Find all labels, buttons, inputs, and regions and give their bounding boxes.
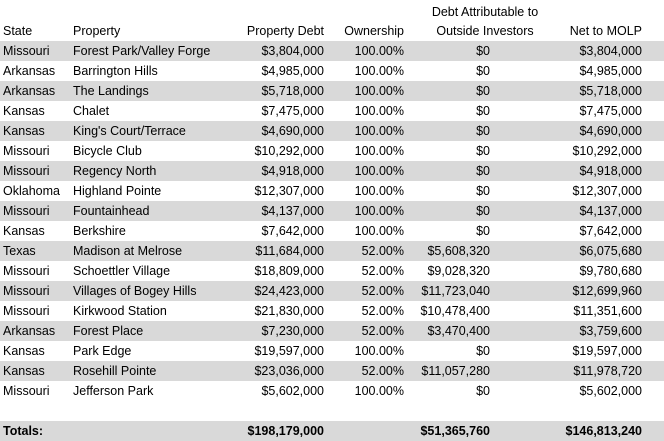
cell-debt-attributable: $0: [476, 204, 490, 218]
cell-property: Rosehill Pointe: [73, 364, 157, 378]
cell-property-debt: $4,918,000: [261, 164, 324, 178]
cell-property-debt: $10,292,000: [254, 144, 324, 158]
cell-net-to-molp: $4,918,000: [579, 164, 642, 178]
header-property: Property: [73, 24, 121, 38]
cell-property-debt: $4,985,000: [261, 64, 324, 78]
cell-state: Kansas: [3, 224, 45, 238]
cell-debt-attributable: $0: [476, 164, 490, 178]
cell-net-to-molp: $11,978,720: [573, 364, 642, 378]
cell-net-to-molp: $7,642,000: [579, 224, 642, 238]
cell-ownership: 100.00%: [354, 164, 404, 178]
table-row: [0, 241, 664, 261]
table-row: [0, 41, 664, 61]
cell-property-debt: $5,602,000: [261, 384, 324, 398]
cell-debt-attributable: $0: [476, 44, 490, 58]
cell-property-debt: $18,809,000: [254, 264, 324, 278]
cell-property: Forest Park/Valley Forge: [73, 44, 211, 58]
cell-state: Oklahoma: [3, 184, 60, 198]
cell-property: Berkshire: [73, 224, 126, 238]
cell-net-to-molp: $5,602,000: [579, 384, 642, 398]
cell-ownership: 100.00%: [354, 344, 404, 358]
cell-state: Kansas: [3, 124, 45, 138]
table-row: [0, 201, 664, 221]
cell-ownership: 100.00%: [354, 384, 404, 398]
cell-property: Kirkwood Station: [73, 304, 167, 318]
cell-property-debt: $19,597,000: [254, 344, 324, 358]
cell-state: Missouri: [3, 164, 50, 178]
table-row: [0, 321, 664, 341]
cell-state: Kansas: [3, 364, 45, 378]
cell-ownership: 52.00%: [361, 244, 404, 258]
cell-net-to-molp: $12,699,960: [572, 284, 642, 298]
table-row: [0, 381, 664, 401]
cell-net-to-molp: $10,292,000: [572, 144, 642, 158]
cell-net-to-molp: $4,690,000: [579, 124, 642, 138]
cell-state: Missouri: [3, 384, 50, 398]
cell-state: Arkansas: [3, 324, 56, 338]
cell-property-debt: $23,036,000: [254, 364, 324, 378]
totals-attr: $51,365,760: [420, 424, 490, 438]
cell-property: The Landings: [73, 84, 149, 98]
cell-net-to-molp: $3,804,000: [579, 44, 642, 58]
cell-property-debt: $7,642,000: [261, 224, 324, 238]
cell-net-to-molp: $9,780,680: [579, 264, 642, 278]
cell-ownership: 52.00%: [361, 304, 404, 318]
cell-property-debt: $21,830,000: [254, 304, 324, 318]
table-row: [0, 301, 664, 321]
cell-ownership: 100.00%: [354, 104, 404, 118]
totals-row: [0, 421, 664, 441]
cell-ownership: 100.00%: [354, 144, 404, 158]
cell-net-to-molp: $6,075,680: [579, 244, 642, 258]
cell-ownership: 100.00%: [354, 224, 404, 238]
cell-debt-attributable: $0: [476, 184, 490, 198]
cell-debt-attributable: $0: [476, 64, 490, 78]
cell-net-to-molp: $3,759,600: [579, 324, 642, 338]
cell-debt-attributable: $0: [476, 224, 490, 238]
cell-state: Kansas: [3, 344, 45, 358]
cell-property: Forest Place: [73, 324, 144, 338]
header-row: [0, 21, 664, 41]
cell-ownership: 52.00%: [361, 284, 404, 298]
cell-property: Madison at Melrose: [73, 244, 183, 258]
cell-net-to-molp: $19,597,000: [572, 344, 642, 358]
cell-debt-attributable: $9,028,320: [427, 264, 490, 278]
cell-net-to-molp: $4,137,000: [579, 204, 642, 218]
cell-debt-attributable: $10,478,400: [420, 304, 490, 318]
cell-net-to-molp: $12,307,000: [572, 184, 642, 198]
header-property-debt: Property Debt: [246, 24, 324, 38]
cell-property: Highland Pointe: [73, 184, 162, 198]
cell-property: Regency North: [73, 164, 157, 178]
cell-state: Missouri: [3, 284, 50, 298]
cell-state: Arkansas: [3, 64, 56, 78]
cell-state: Missouri: [3, 264, 50, 278]
table-row: [0, 61, 664, 81]
cell-debt-attributable: $0: [476, 144, 490, 158]
totals-property-debt: $198,179,000: [247, 424, 324, 438]
cell-net-to-molp: $4,985,000: [579, 64, 642, 78]
cell-debt-attributable: $0: [476, 84, 490, 98]
totals-label: Totals:: [3, 424, 44, 438]
cell-property-debt: $4,137,000: [261, 204, 324, 218]
cell-state: Kansas: [3, 104, 45, 118]
table-row: [0, 361, 664, 381]
cell-property-debt: $12,307,000: [254, 184, 324, 198]
cell-state: Missouri: [3, 144, 50, 158]
cell-ownership: 100.00%: [354, 124, 404, 138]
cell-net-to-molp: $7,475,000: [579, 104, 642, 118]
table-row: [0, 261, 664, 281]
cell-property: Fountainhead: [73, 204, 150, 218]
cell-property: Jefferson Park: [73, 384, 154, 398]
cell-state: Texas: [3, 244, 36, 258]
cell-property-debt: $7,230,000: [261, 324, 324, 338]
cell-debt-attributable: $0: [476, 384, 490, 398]
cell-property: Chalet: [73, 104, 110, 118]
blank-row: [0, 401, 664, 421]
cell-debt-attributable: $11,057,280: [421, 364, 490, 378]
cell-property: Bicycle Club: [73, 144, 142, 158]
cell-property: Park Edge: [73, 344, 132, 358]
table-row: [0, 81, 664, 101]
cell-ownership: 100.00%: [354, 184, 404, 198]
cell-state: Missouri: [3, 44, 50, 58]
cell-property-debt: $4,690,000: [261, 124, 324, 138]
cell-debt-attributable: $0: [476, 104, 490, 118]
cell-ownership: 100.00%: [354, 204, 404, 218]
cell-state: Missouri: [3, 304, 50, 318]
header-attr-line2: Outside Investors: [436, 24, 534, 38]
cell-debt-attributable: $11,723,040: [421, 284, 490, 298]
cell-ownership: 100.00%: [354, 84, 404, 98]
cell-property-debt: $24,423,000: [254, 284, 324, 298]
cell-debt-attributable: $3,470,400: [427, 324, 490, 338]
cell-debt-attributable: $0: [476, 124, 490, 138]
header-state: State: [3, 24, 33, 38]
table-row: [0, 141, 664, 161]
cell-ownership: 100.00%: [354, 44, 404, 58]
cell-property: Barrington Hills: [73, 64, 158, 78]
table-row: [0, 101, 664, 121]
table-row: [0, 221, 664, 241]
cell-ownership: 52.00%: [361, 264, 404, 278]
cell-ownership: 52.00%: [361, 324, 404, 338]
table-row: [0, 161, 664, 181]
cell-debt-attributable: $0: [476, 344, 490, 358]
cell-net-to-molp: $5,718,000: [579, 84, 642, 98]
cell-state: Arkansas: [3, 84, 56, 98]
totals-net: $146,813,240: [565, 424, 642, 438]
cell-property-debt: $7,475,000: [261, 104, 324, 118]
cell-ownership: 52.00%: [361, 364, 404, 378]
cell-property: King's Court/Terrace: [73, 124, 186, 138]
cell-property: Schoettler Village: [73, 264, 171, 278]
table-row: [0, 121, 664, 141]
cell-property: Villages of Bogey Hills: [73, 284, 197, 298]
header-row-top: [0, 0, 664, 20]
table-row: [0, 281, 664, 301]
cell-property-debt: $5,718,000: [261, 84, 324, 98]
cell-debt-attributable: $5,608,320: [427, 244, 490, 258]
table-row: [0, 181, 664, 201]
header-net-to-molp: Net to MOLP: [569, 24, 642, 38]
cell-property-debt: $3,804,000: [261, 44, 324, 58]
cell-net-to-molp: $11,351,600: [573, 304, 642, 318]
header-attr-line1: Debt Attributable to: [431, 5, 539, 19]
header-ownership: Ownership: [344, 24, 404, 38]
cell-property-debt: $11,684,000: [255, 244, 324, 258]
cell-ownership: 100.00%: [354, 64, 404, 78]
table-row: [0, 341, 664, 361]
cell-state: Missouri: [3, 204, 50, 218]
